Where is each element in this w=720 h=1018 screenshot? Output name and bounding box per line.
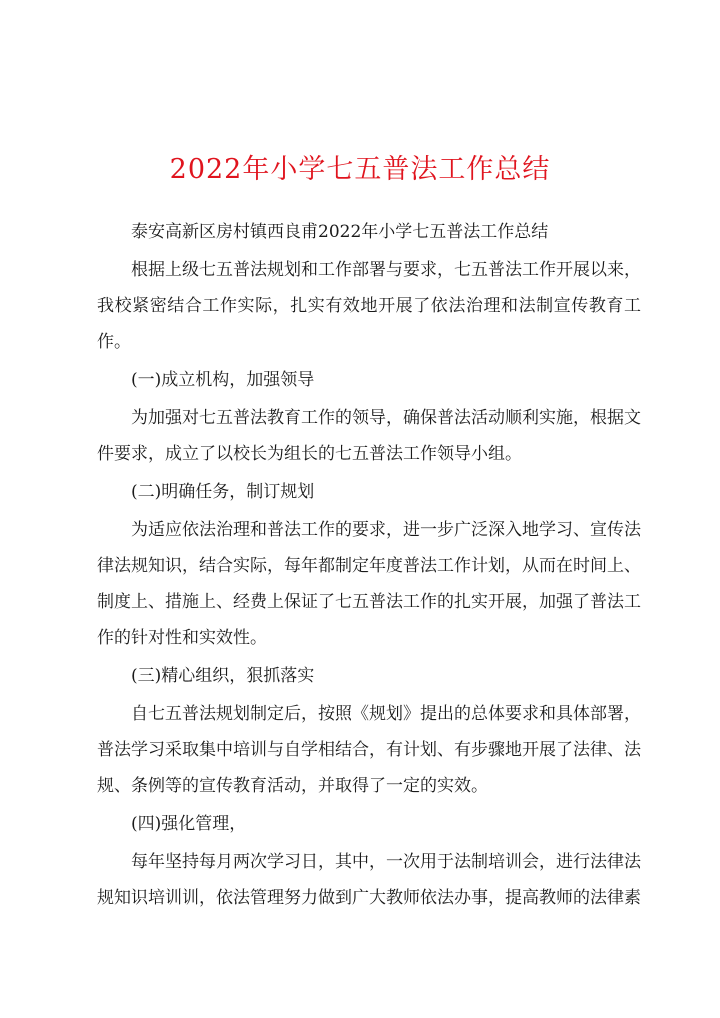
section-heading-3: (三)精心组织，狠抓落实 xyxy=(131,666,315,686)
document-body xyxy=(97,214,641,918)
paragraph-intro: 根据上级七五普法规划和工作部署与要求，七五普法工作开展以来，我校紧密结合工作实际，扎实有效地开展了依法治理和法制宣传教育工作。 xyxy=(97,260,641,352)
document-title: 2022年小学七五普法工作总结 xyxy=(169,154,551,185)
section-heading-2: (二)明确任务，制订规划 xyxy=(131,482,315,502)
section-heading-4: (四)强化管理， xyxy=(131,814,247,834)
paragraph-section-4: 每年坚持每月两次学习日，其中，一次用于法制培训会，进行法律法规知识培训训，依法管理努力做到广大教师依法办事，提高教师的法律素 xyxy=(97,852,641,908)
paragraph-section-2: 为适应依法治理和普法工作的要求，进一步广泛深入地学习、宣传法律法规知识，结合实际，每年都制定年度普法工作计划，从而在时间上、制度上、措施上、经费上保证了七五普法工作的扎实开展，加强了普法工作的针对性和实效性。 xyxy=(97,520,641,648)
section-heading-1: (一)成立机构，加强领导 xyxy=(131,370,315,390)
paragraph-section-3: 自七五普法规划制定后，按照《规划》提出的总体要求和具体部署，普法学习采取集中培训与自学相结合，有计划、有步骤地开展了法律、法规、条例等的宣传教育活动，并取得了一定的实效。 xyxy=(97,704,641,796)
paragraph-section-1: 为加强对七五普法教育工作的领导，确保普法活动顺利实施，根据文件要求，成立了以校长为组长的七五普法工作领导小组。 xyxy=(97,408,641,464)
paragraph-subtitle: 泰安高新区房村镇西良甫2022年小学七五普法工作总结 xyxy=(131,222,549,242)
